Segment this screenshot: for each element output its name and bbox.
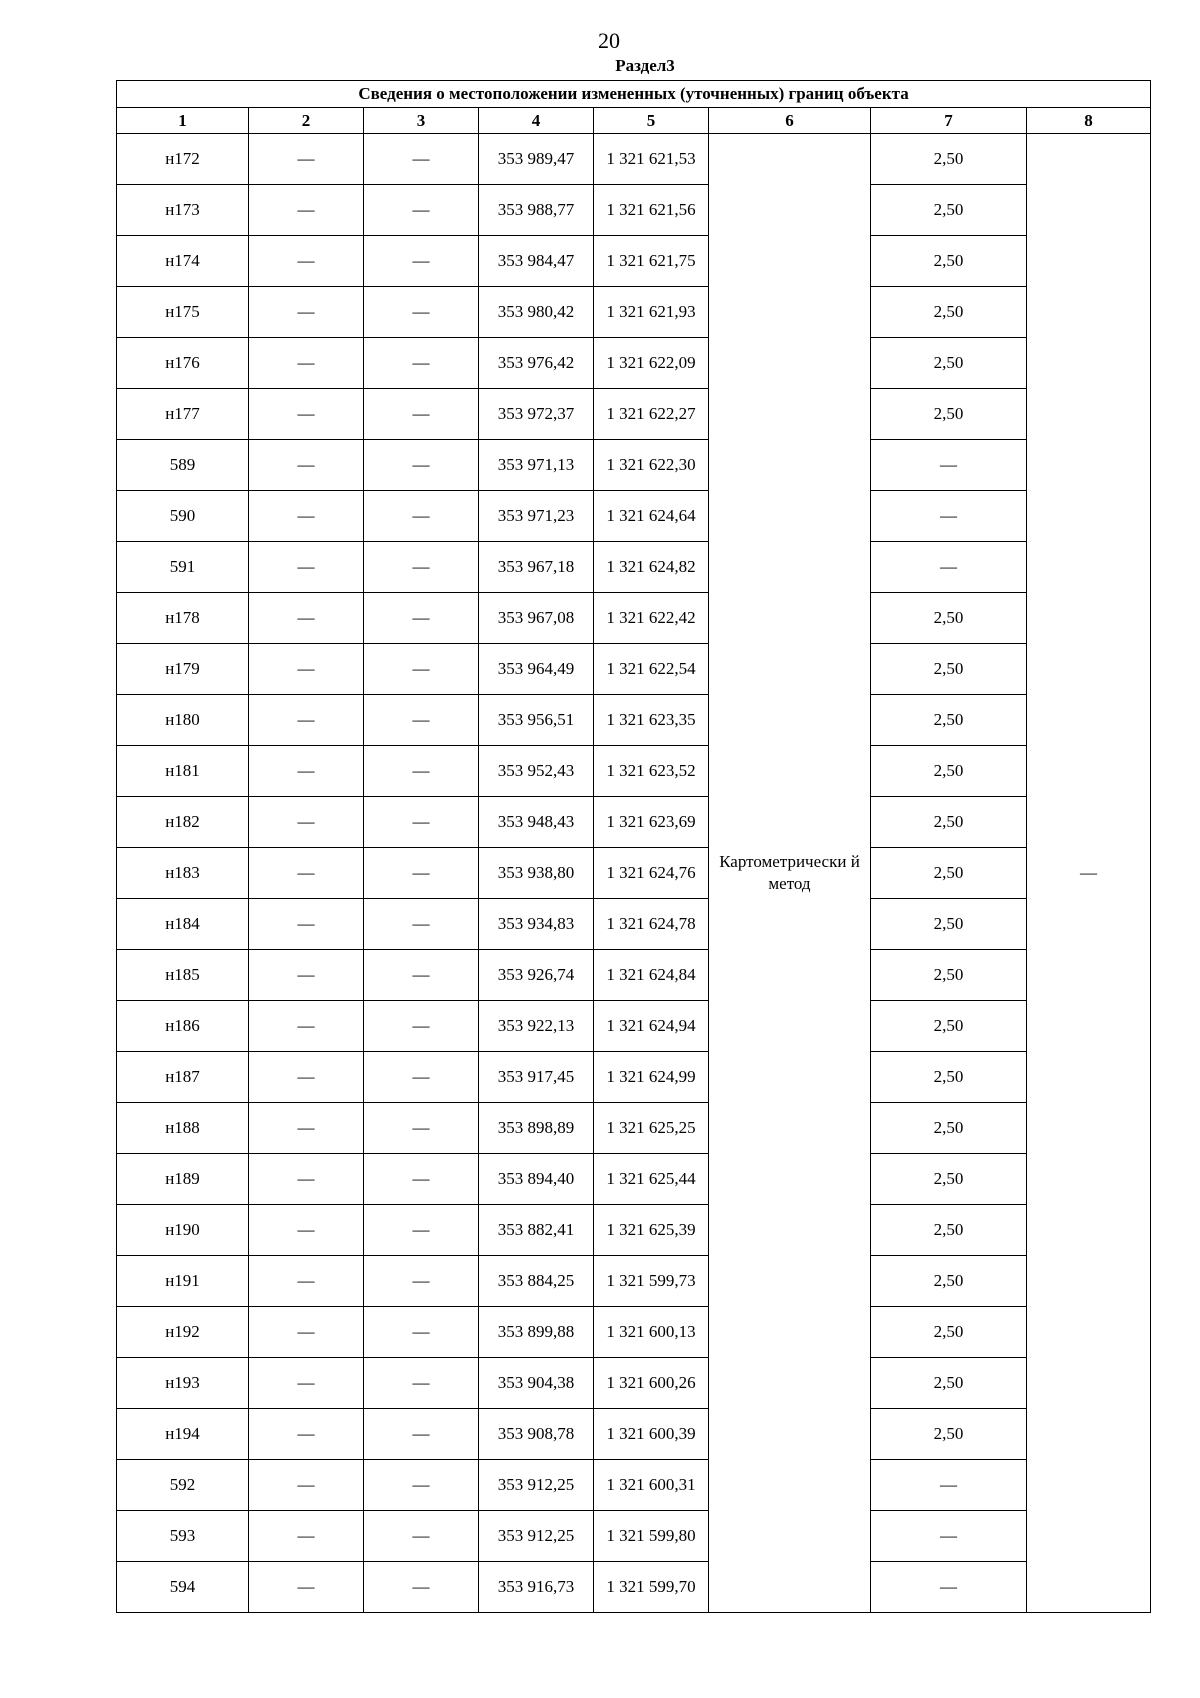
table-row [117, 1358, 1151, 1409]
y-coordinate: 1 321 621,93 [594, 287, 709, 338]
x-coordinate: 353 938,80 [479, 848, 594, 899]
col2-value: — [249, 1409, 364, 1460]
x-coordinate: 353 976,42 [479, 338, 594, 389]
accuracy-value: 2,50 [871, 1409, 1027, 1460]
x-coordinate: 353 882,41 [479, 1205, 594, 1256]
x-coordinate: 353 916,73 [479, 1562, 594, 1613]
accuracy-value: 2,50 [871, 899, 1027, 950]
point-name: н180 [117, 695, 249, 746]
accuracy-value: 2,50 [871, 338, 1027, 389]
x-coordinate: 353 912,25 [479, 1460, 594, 1511]
point-name: 589 [117, 440, 249, 491]
accuracy-value: 2,50 [871, 1256, 1027, 1307]
col3-value: — [364, 1205, 479, 1256]
point-name: н179 [117, 644, 249, 695]
accuracy-value: 2,50 [871, 797, 1027, 848]
y-coordinate: 1 321 621,53 [594, 134, 709, 185]
x-coordinate: 353 899,88 [479, 1307, 594, 1358]
col2-value: — [249, 1103, 364, 1154]
col3-value: — [364, 644, 479, 695]
y-coordinate: 1 321 624,84 [594, 950, 709, 1001]
col2-value: — [249, 389, 364, 440]
col3-value: — [364, 746, 479, 797]
y-coordinate: 1 321 622,54 [594, 644, 709, 695]
column-number-8: 8 [1027, 108, 1151, 134]
point-name: н191 [117, 1256, 249, 1307]
y-coordinate: 1 321 600,26 [594, 1358, 709, 1409]
point-name: н187 [117, 1052, 249, 1103]
point-name: н178 [117, 593, 249, 644]
accuracy-value: 2,50 [871, 644, 1027, 695]
y-coordinate: 1 321 625,39 [594, 1205, 709, 1256]
column-number-1: 1 [117, 108, 249, 134]
y-coordinate: 1 321 599,73 [594, 1256, 709, 1307]
table-row [117, 1409, 1151, 1460]
y-coordinate: 1 321 621,75 [594, 236, 709, 287]
col2-value: — [249, 797, 364, 848]
column-number-5: 5 [594, 108, 709, 134]
col2-value: — [249, 593, 364, 644]
col3-value: — [364, 797, 479, 848]
accuracy-value: — [871, 542, 1027, 593]
point-name: 593 [117, 1511, 249, 1562]
col3-value: — [364, 1358, 479, 1409]
table-body [117, 134, 1151, 1613]
y-coordinate: 1 321 622,09 [594, 338, 709, 389]
table-row [117, 1205, 1151, 1256]
point-name: н172 [117, 134, 249, 185]
x-coordinate: 353 972,37 [479, 389, 594, 440]
y-coordinate: 1 321 599,70 [594, 1562, 709, 1613]
col3-value: — [364, 389, 479, 440]
table-row [117, 593, 1151, 644]
y-coordinate: 1 321 625,44 [594, 1154, 709, 1205]
table-row [117, 338, 1151, 389]
accuracy-value: 2,50 [871, 1154, 1027, 1205]
col2-value: — [249, 1511, 364, 1562]
accuracy-value: 2,50 [871, 1205, 1027, 1256]
table-row [117, 1103, 1151, 1154]
col3-value: — [364, 950, 479, 1001]
x-coordinate: 353 988,77 [479, 185, 594, 236]
col3-value: — [364, 1154, 479, 1205]
col3-value: — [364, 185, 479, 236]
col3-value: — [364, 440, 479, 491]
col2-value: — [249, 1307, 364, 1358]
table-row [117, 695, 1151, 746]
accuracy-value: — [871, 440, 1027, 491]
accuracy-value: 2,50 [871, 185, 1027, 236]
y-coordinate: 1 321 623,35 [594, 695, 709, 746]
table-row [117, 185, 1151, 236]
table-row [117, 491, 1151, 542]
table-row [117, 287, 1151, 338]
table-row [117, 440, 1151, 491]
x-coordinate: 353 922,13 [479, 1001, 594, 1052]
column-number-3: 3 [364, 108, 479, 134]
x-coordinate: 353 884,25 [479, 1256, 594, 1307]
x-coordinate: 353 980,42 [479, 287, 594, 338]
x-coordinate: 353 971,23 [479, 491, 594, 542]
col3-value: — [364, 695, 479, 746]
point-name: н184 [117, 899, 249, 950]
point-name: н190 [117, 1205, 249, 1256]
x-coordinate: 353 917,45 [479, 1052, 594, 1103]
accuracy-value: 2,50 [871, 746, 1027, 797]
col3-value: — [364, 1409, 479, 1460]
table-row [117, 1001, 1151, 1052]
col2-value: — [249, 1256, 364, 1307]
y-coordinate: 1 321 623,52 [594, 746, 709, 797]
point-name: н194 [117, 1409, 249, 1460]
table-row [117, 1154, 1151, 1205]
y-coordinate: 1 321 624,64 [594, 491, 709, 542]
col2-value: — [249, 1052, 364, 1103]
page-number: 20 [598, 28, 620, 53]
col2-value: — [249, 1205, 364, 1256]
table-row [117, 848, 1151, 899]
table-row [117, 1307, 1151, 1358]
method-cell: Картометрически й метод [709, 134, 871, 1613]
table-row [117, 950, 1151, 1001]
table-row [117, 236, 1151, 287]
col2-value: — [249, 1358, 364, 1409]
col2-value: — [249, 1154, 364, 1205]
x-coordinate: 353 964,49 [479, 644, 594, 695]
point-name: н185 [117, 950, 249, 1001]
column-number-7: 7 [871, 108, 1027, 134]
y-coordinate: 1 321 624,94 [594, 1001, 709, 1052]
table-row [117, 542, 1151, 593]
table-row [117, 1511, 1151, 1562]
accuracy-value: 2,50 [871, 287, 1027, 338]
table-row [117, 1052, 1151, 1103]
point-name: н193 [117, 1358, 249, 1409]
col3-value: — [364, 1103, 479, 1154]
col2-value: — [249, 338, 364, 389]
col2-value: — [249, 746, 364, 797]
table-row [117, 797, 1151, 848]
col3-value: — [364, 134, 479, 185]
accuracy-value: 2,50 [871, 236, 1027, 287]
col2-value: — [249, 542, 364, 593]
y-coordinate: 1 321 600,39 [594, 1409, 709, 1460]
accuracy-value: 2,50 [871, 1001, 1027, 1052]
column-number-2: 2 [249, 108, 364, 134]
col3-value: — [364, 1460, 479, 1511]
col3-value: — [364, 1052, 479, 1103]
col2-value: — [249, 848, 364, 899]
col3-value: — [364, 848, 479, 899]
x-coordinate: 353 989,47 [479, 134, 594, 185]
col3-value: — [364, 287, 479, 338]
point-name: 592 [117, 1460, 249, 1511]
col3-value: — [364, 338, 479, 389]
y-coordinate: 1 321 599,80 [594, 1511, 709, 1562]
point-name: н192 [117, 1307, 249, 1358]
col2-value: — [249, 695, 364, 746]
col2-value: — [249, 644, 364, 695]
table-row [117, 746, 1151, 797]
column-number-6: 6 [709, 108, 871, 134]
column-number-4: 4 [479, 108, 594, 134]
column-number-row [117, 108, 1151, 134]
col3-value: — [364, 1307, 479, 1358]
y-coordinate: 1 321 622,27 [594, 389, 709, 440]
point-name: н177 [117, 389, 249, 440]
y-coordinate: 1 321 622,30 [594, 440, 709, 491]
point-name: н174 [117, 236, 249, 287]
y-coordinate: 1 321 622,42 [594, 593, 709, 644]
accuracy-value: 2,50 [871, 950, 1027, 1001]
x-coordinate: 353 894,40 [479, 1154, 594, 1205]
col2-value: — [249, 1001, 364, 1052]
col2-value: — [249, 185, 364, 236]
y-coordinate: 1 321 624,82 [594, 542, 709, 593]
boundary-coordinates-table [116, 80, 1151, 1613]
accuracy-value: 2,50 [871, 695, 1027, 746]
x-coordinate: 353 952,43 [479, 746, 594, 797]
col3-value: — [364, 1511, 479, 1562]
y-coordinate: 1 321 600,31 [594, 1460, 709, 1511]
accuracy-value: 2,50 [871, 1052, 1027, 1103]
table-row [117, 899, 1151, 950]
point-name: 594 [117, 1562, 249, 1613]
accuracy-value: — [871, 1460, 1027, 1511]
y-coordinate: 1 321 600,13 [594, 1307, 709, 1358]
col2-value: — [249, 236, 364, 287]
col2-value: — [249, 950, 364, 1001]
col3-value: — [364, 593, 479, 644]
col2-value: — [249, 134, 364, 185]
table-row [117, 389, 1151, 440]
point-name: 590 [117, 491, 249, 542]
col3-value: — [364, 236, 479, 287]
y-coordinate: 1 321 624,99 [594, 1052, 709, 1103]
col2-value: — [249, 491, 364, 542]
x-coordinate: 353 984,47 [479, 236, 594, 287]
table-caption: Сведения о местоположении измененных (уточненных) границ объекта [117, 81, 1151, 108]
col2-value: — [249, 1562, 364, 1613]
accuracy-value: 2,50 [871, 134, 1027, 185]
point-name: н186 [117, 1001, 249, 1052]
y-coordinate: 1 321 621,56 [594, 185, 709, 236]
y-coordinate: 1 321 624,78 [594, 899, 709, 950]
x-coordinate: 353 912,25 [479, 1511, 594, 1562]
accuracy-value: — [871, 1511, 1027, 1562]
table-row [117, 1562, 1151, 1613]
accuracy-value: 2,50 [871, 593, 1027, 644]
x-coordinate: 353 898,89 [479, 1103, 594, 1154]
table-row [117, 1460, 1151, 1511]
x-coordinate: 353 908,78 [479, 1409, 594, 1460]
point-name: н188 [117, 1103, 249, 1154]
col3-value: — [364, 1256, 479, 1307]
point-name: н173 [117, 185, 249, 236]
section-title: Раздел3 [615, 56, 675, 75]
accuracy-value: — [871, 1562, 1027, 1613]
x-coordinate: 353 956,51 [479, 695, 594, 746]
col2-value: — [249, 1460, 364, 1511]
y-coordinate: 1 321 623,69 [594, 797, 709, 848]
x-coordinate: 353 934,83 [479, 899, 594, 950]
table-row [117, 644, 1151, 695]
point-name: н175 [117, 287, 249, 338]
accuracy-value: 2,50 [871, 1358, 1027, 1409]
col3-value: — [364, 899, 479, 950]
x-coordinate: 353 904,38 [479, 1358, 594, 1409]
col8-cell: — [1027, 134, 1151, 1613]
col3-value: — [364, 542, 479, 593]
x-coordinate: 353 971,13 [479, 440, 594, 491]
accuracy-value: 2,50 [871, 389, 1027, 440]
x-coordinate: 353 926,74 [479, 950, 594, 1001]
point-name: н181 [117, 746, 249, 797]
x-coordinate: 353 967,18 [479, 542, 594, 593]
accuracy-value: 2,50 [871, 848, 1027, 899]
point-name: 591 [117, 542, 249, 593]
col3-value: — [364, 1562, 479, 1613]
point-name: н183 [117, 848, 249, 899]
col3-value: — [364, 1001, 479, 1052]
table-row [117, 134, 1151, 185]
point-name: н176 [117, 338, 249, 389]
x-coordinate: 353 948,43 [479, 797, 594, 848]
col2-value: — [249, 440, 364, 491]
point-name: н182 [117, 797, 249, 848]
col2-value: — [249, 287, 364, 338]
point-name: н189 [117, 1154, 249, 1205]
x-coordinate: 353 967,08 [479, 593, 594, 644]
y-coordinate: 1 321 625,25 [594, 1103, 709, 1154]
col2-value: — [249, 899, 364, 950]
table-row [117, 1256, 1151, 1307]
accuracy-value: 2,50 [871, 1307, 1027, 1358]
accuracy-value: 2,50 [871, 1103, 1027, 1154]
y-coordinate: 1 321 624,76 [594, 848, 709, 899]
accuracy-value: — [871, 491, 1027, 542]
col3-value: — [364, 491, 479, 542]
